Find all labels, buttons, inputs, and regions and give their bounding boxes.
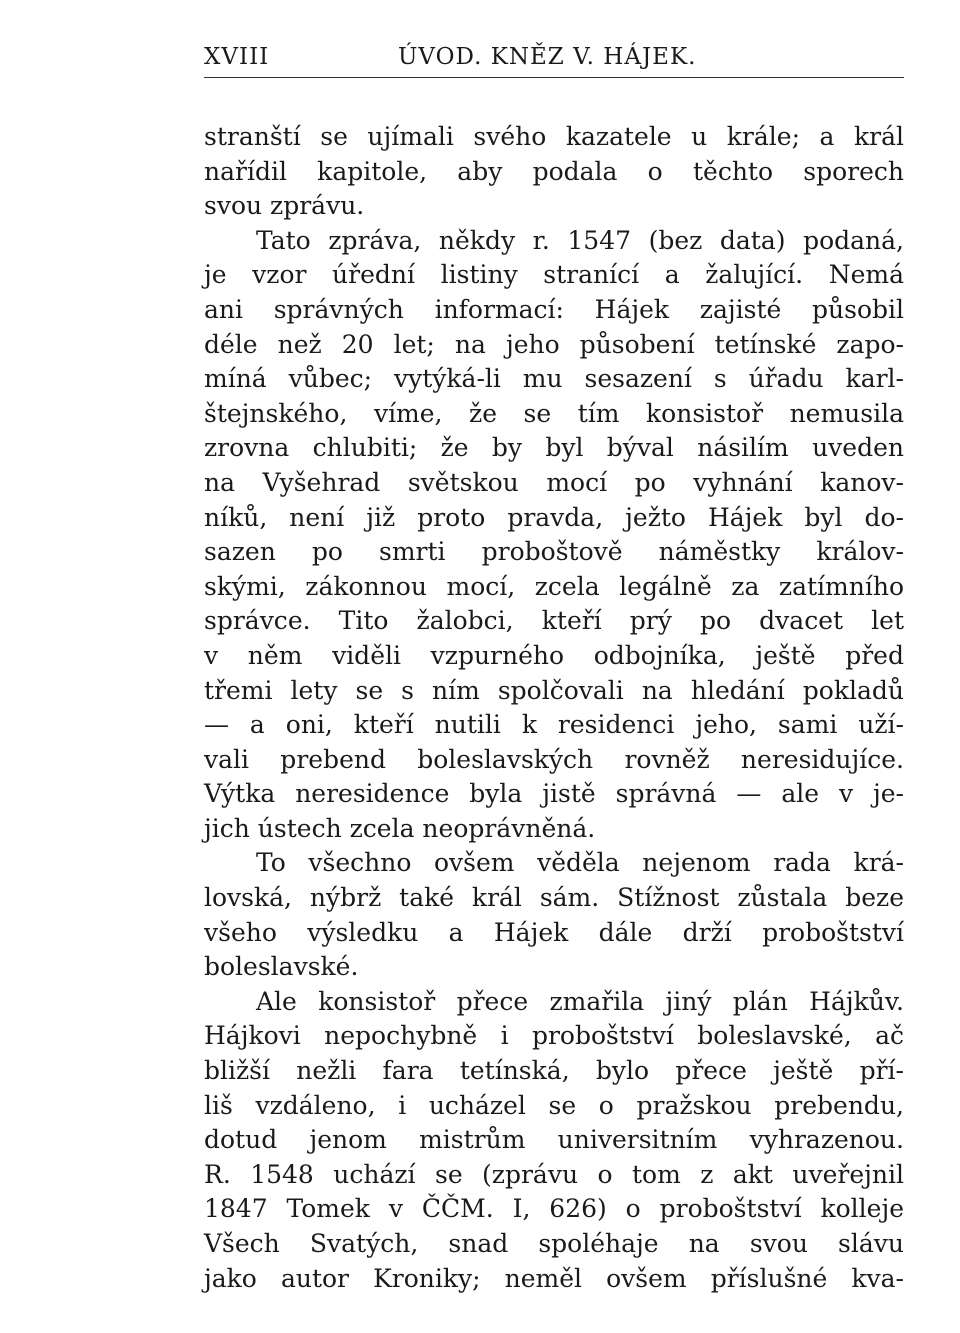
text-line: v něm viděli vzpurného odbojníka, ještě před	[204, 640, 904, 670]
text-line: svou zprávu.	[204, 191, 365, 221]
text-line: 1847 Tomek v ČČM. I, 626) o proboštství kolleje	[204, 1194, 904, 1224]
text-line: liš vzdáleno, i ucházel se o pražskou prebendu,	[204, 1090, 904, 1120]
text-line: zrovna chlubiti; že by byl býval násilím uveden	[204, 433, 904, 463]
header-rule	[204, 77, 904, 78]
text-line: třemi lety se s ním spolčovali na hledání pokladů	[204, 675, 904, 705]
text-line: je vzor úřední listiny stranící a žalující. Nemá	[204, 260, 904, 290]
text-line: Ale konsistoř přece zmařila jiný plán Hájkův.	[256, 986, 904, 1016]
text-line: boleslavské.	[204, 952, 359, 982]
running-head	[204, 44, 904, 74]
text-line: míná vůbec; vytýká-li mu sesazení s úřadu karl-	[204, 364, 904, 394]
text-line: všeho výsledku a Hájek dále drží proboštství	[204, 917, 904, 947]
text-line: R. 1548 uchází se (zprávu o tom z akt uveřejnil	[204, 1159, 904, 1189]
text-line: sazen po smrti proboštově náměstky králov-	[204, 537, 904, 567]
text-line: ani správných informací: Hájek zajisté působil	[204, 294, 904, 324]
text-line: To všechno ovšem věděla nejenom rada krá-	[256, 848, 904, 878]
text-line: nařídil kapitole, aby podala o těchto sporech	[204, 156, 904, 186]
text-line: níků, není již proto pravda, ježto Hájek byl do-	[204, 502, 904, 532]
text-line: bližší nežli fara tetínská, bylo přece ještě pří-	[204, 1056, 904, 1086]
text-line: správce. Tito žalobci, kteří prý po dvacet let	[204, 606, 904, 636]
text-line: Tato zpráva, někdy r. 1547 (bez data) podaná,	[256, 225, 904, 255]
text-line: jako autor Kroniky; neměl ovšem příslušné kva-	[204, 1263, 904, 1293]
text-line: déle než 20 let; na jeho působení tetínské zapo-	[204, 329, 904, 359]
text-line: na Vyšehrad světskou mocí po vyhnání kanov-	[204, 467, 904, 497]
text-line: lovská, nýbrž také král sám. Stížnost zůstala beze	[204, 883, 904, 913]
text-line: — a oni, kteří nutili k residenci jeho, sami uží-	[204, 710, 904, 740]
text-line: štejnského, víme, že se tím konsistoř nemusila	[204, 398, 904, 428]
text-line: Všech Svatých, snad spoléhaje na svou slávu	[204, 1229, 904, 1258]
text-line: skými, zákonnou mocí, zcela legálně za zatímního	[204, 571, 904, 601]
text-line: stranští se ujímali svého kazatele u krále; a král	[204, 122, 904, 151]
body-text	[204, 120, 904, 1296]
text-line: dotud jenom mistrům universitním vyhrazenou.	[204, 1125, 904, 1155]
text-line: jich ústech zcela neoprávněná.	[204, 813, 596, 843]
page-number: XVIII	[204, 44, 270, 70]
text-line: Hájkovi nepochybně i proboštství boleslavské, ač	[204, 1021, 904, 1051]
running-title: ÚVOD. KNĚZ V. HÁJEK.	[398, 44, 697, 70]
text-line: vali prebend boleslavských rovněž neresidujíce.	[204, 744, 904, 774]
text-line: Výtka neresidence byla jistě správná — ale v je-	[204, 779, 904, 809]
